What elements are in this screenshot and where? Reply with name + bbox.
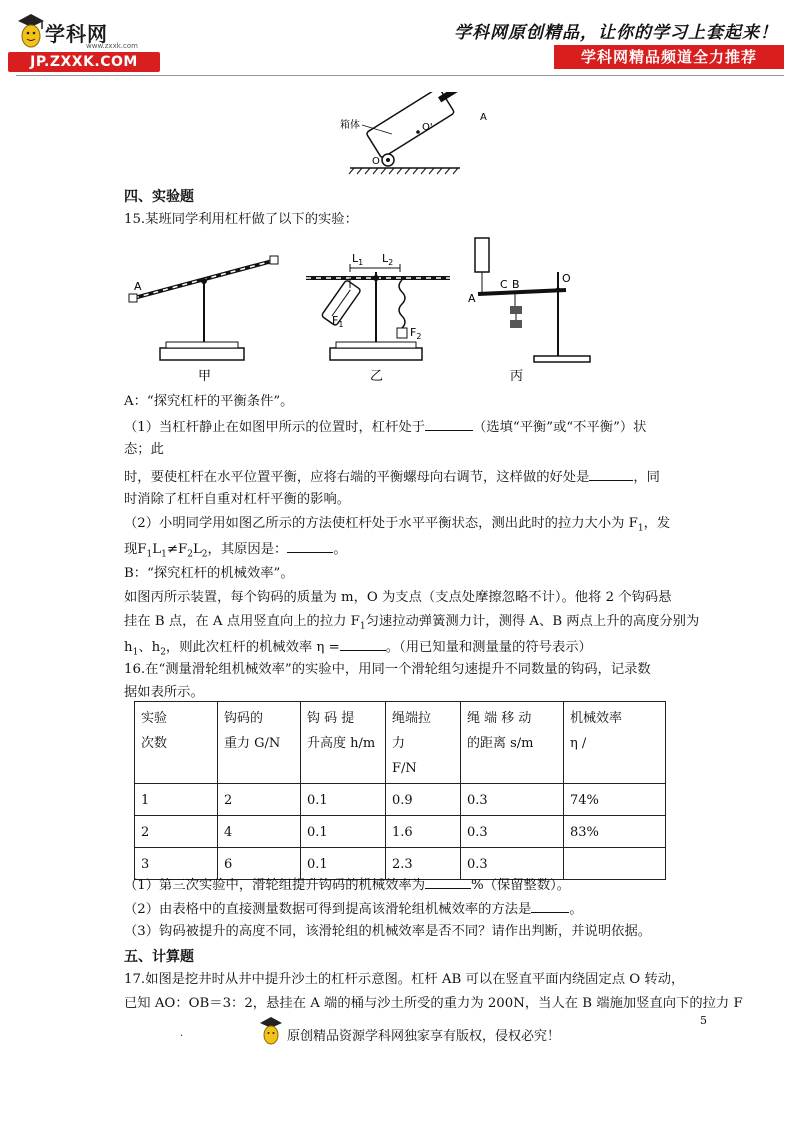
q15-p1-cont: 态；此 bbox=[124, 442, 164, 457]
table-cell: 0.1 bbox=[301, 816, 386, 848]
logo-name: 学科网 bbox=[45, 22, 108, 46]
header-divider bbox=[16, 75, 784, 76]
q15-p3: 时消除了杠杆自重对杠杆平衡的影响。 bbox=[124, 492, 351, 507]
fig-yi-label-f1: $F_1$ bbox=[332, 314, 344, 329]
table-cell: 0.3 bbox=[461, 848, 564, 880]
logo-url-bar: JP.ZXXK.COM bbox=[8, 52, 160, 72]
fig-yi-label-l1: $L_1$ bbox=[352, 252, 364, 267]
label-o: O bbox=[372, 156, 380, 167]
fig-bing-label-b: B bbox=[512, 278, 520, 291]
label-o-prime: O' bbox=[422, 122, 433, 133]
q15-p6: 如图丙所示装置，每个钩码的质量为 m，O 为支点（支点处摩擦忽略不计）。他将 2 个钩码悬 bbox=[124, 590, 672, 605]
footer-dot: . bbox=[180, 1028, 184, 1039]
fig-yi-caption: 乙 bbox=[370, 369, 384, 384]
table-cell: 83% bbox=[564, 816, 666, 848]
q15-part-a-title: A：“探究杠杆的平衡条件”。 bbox=[124, 394, 294, 409]
q15-part-b-title: B：“探究杠杆的机械效率”。 bbox=[124, 566, 294, 581]
q15-p2: 时，要使杠杆在水平位置平衡，应将右端的平衡螺母向右调节，这样做的好处是 ，同 bbox=[124, 466, 660, 488]
fig-jia-label-a: A bbox=[134, 280, 142, 293]
q16-s1: （1）第三次实验中，滑轮组提升钩码的机械效率为 %（保留整数）。 bbox=[124, 874, 570, 896]
fig-yi-label-l2: $L_2$ bbox=[382, 252, 394, 267]
table-header-cell: 实验 次数 bbox=[135, 702, 218, 784]
q15-intro: 15.某班同学利用杠杆做了以下的实验： bbox=[124, 212, 358, 227]
q16-intro-cont: 据如表所示。 bbox=[124, 685, 204, 700]
q15-p5: 现$F_1L_1\ne F_2L_2$，其原因是： 。 bbox=[124, 538, 347, 565]
header-banner: 学科网精品频道全力推荐 bbox=[554, 45, 784, 69]
fig-yi-label-f2: $F_2$ bbox=[410, 326, 422, 341]
table-cell: 2.3 bbox=[386, 848, 461, 880]
table-header-cell: 绳端拉 力 F/N bbox=[386, 702, 461, 784]
table-cell: 0.3 bbox=[461, 816, 564, 848]
q15-p4: （2）小明同学用如图乙所示的方法使杠杆处于水平平衡状态，测出此时的拉力大小为 $F_1$，发 bbox=[124, 516, 671, 534]
table-header-cell: 绳 端 移 动 的距离 s/m bbox=[461, 702, 564, 784]
q17-line1: 17.如图是挖井时从井中提升沙土的杠杆示意图。杠杆 AB 可以在竖直平面内绕固定点 O 转动， bbox=[124, 972, 685, 987]
section-heading-5: 五、计算题 bbox=[124, 949, 194, 965]
lever-figures bbox=[120, 232, 600, 387]
fig-bing-label-a: A bbox=[468, 292, 476, 305]
mascot-icon bbox=[14, 12, 48, 50]
table-row bbox=[135, 816, 666, 848]
q15-p8: $h_1$、$h_2$，则此次杠杆的机械效率 η = 。（用已知量和测量量的符号表示） bbox=[124, 636, 592, 663]
fig-bing-label-c: C bbox=[500, 278, 508, 291]
q15-p7: 挂在 B 点，在 A 点用竖直向上的拉力 $F_1$匀速拉动弹簧测力计，测得 A、B 两点上升的高度分别为 bbox=[124, 614, 700, 632]
table-cell: 6 bbox=[218, 848, 301, 880]
label-a: A bbox=[480, 112, 487, 123]
answer-blank bbox=[287, 538, 333, 553]
fig-bing-label-o: O bbox=[562, 272, 571, 285]
logo-small-url: www.zxxk.com bbox=[86, 42, 138, 50]
box-lever-figure bbox=[340, 92, 500, 182]
footer-copyright: 原创精品资源学科网独家享有版权，侵权必究！ bbox=[287, 1029, 561, 1044]
q16-table bbox=[134, 701, 666, 880]
table-cell: 0.1 bbox=[301, 848, 386, 880]
table-cell: 74% bbox=[564, 784, 666, 816]
answer-blank bbox=[589, 466, 633, 481]
footer-mascot-icon bbox=[258, 1016, 284, 1046]
q17-line2: 已知 AO：OB＝3：2，悬挂在 A 端的桶与沙土所受的重力为 200N，当人在 B 端施加竖直向下的拉力 F bbox=[124, 996, 743, 1011]
figure-yi bbox=[306, 252, 450, 384]
table-cell: 0.3 bbox=[461, 784, 564, 816]
section-heading-4: 四、实验题 bbox=[124, 189, 194, 205]
q16-intro: 16.在“测量滑轮组机械效率”的实验中，用同一个滑轮组匀速提升不同数量的钩码，记录数 bbox=[124, 662, 651, 677]
header-slogan: 学科网原创精品，让你的学习上套起来！ bbox=[454, 23, 778, 43]
table-cell: 2 bbox=[135, 816, 218, 848]
q16-s3: （3）钩码被提升的高度不同，该滑轮组的机械效率是否不同？请作出判断，并说明依据。 bbox=[124, 924, 652, 939]
table-header-row bbox=[135, 702, 666, 784]
fig-bing-caption: 丙 bbox=[510, 369, 524, 384]
table-header-cell: 钩码的 重力 G/N bbox=[218, 702, 301, 784]
table-cell: 3 bbox=[135, 848, 218, 880]
answer-blank bbox=[340, 636, 386, 651]
page-number: 5 bbox=[700, 1014, 707, 1027]
table-row bbox=[135, 784, 666, 816]
table-cell: 1 bbox=[135, 784, 218, 816]
table-cell: 0.9 bbox=[386, 784, 461, 816]
answer-blank bbox=[425, 874, 471, 889]
table-cell: 1.6 bbox=[386, 816, 461, 848]
answer-blank bbox=[531, 898, 569, 913]
label-box: 箱体 bbox=[340, 120, 360, 131]
answer-blank bbox=[425, 416, 473, 431]
q16-s2: （2）由表格中的直接测量数据可得到提高该滑轮组机械效率的方法是 。 bbox=[124, 898, 583, 920]
q15-p1: （1）当杠杆静止在如图甲所示的位置时，杠杆处于 （选填“平衡”或“不平衡”）状 bbox=[124, 416, 646, 438]
table-header-cell: 钩 码 提 升高度 h/m bbox=[301, 702, 386, 784]
table-cell: 0.1 bbox=[301, 784, 386, 816]
fig-jia-caption: 甲 bbox=[198, 369, 212, 384]
table-cell: 4 bbox=[218, 816, 301, 848]
figure-bing bbox=[468, 238, 590, 384]
figure-jia bbox=[129, 256, 278, 384]
table-header-cell: 机械效率 η / bbox=[564, 702, 666, 784]
table-cell: 2 bbox=[218, 784, 301, 816]
table-cell bbox=[564, 848, 666, 880]
